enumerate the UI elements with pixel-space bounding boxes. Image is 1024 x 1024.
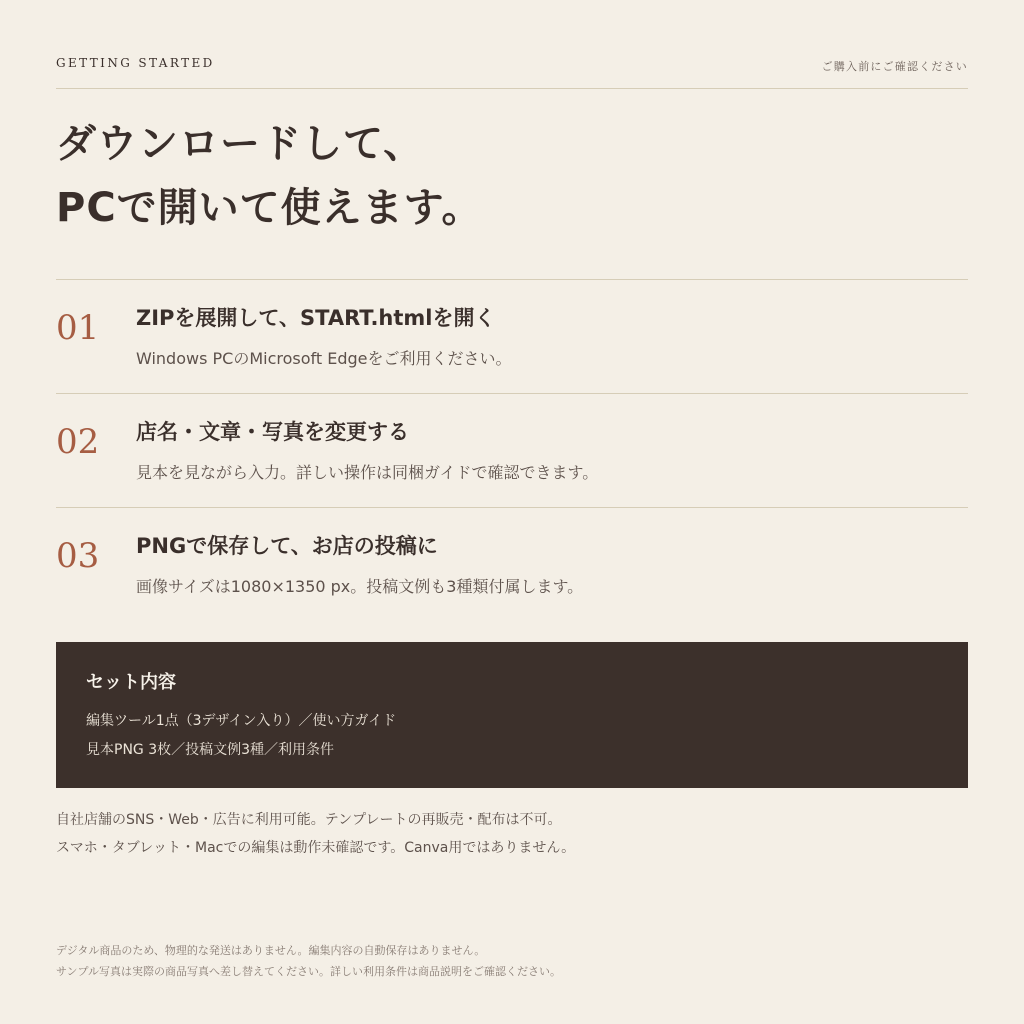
fineprint	[56, 940, 968, 982]
step-description: 見本を見ながら入力。詳しい操作は同梱ガイドで確認できます。	[136, 463, 599, 482]
page-title-line-2: PCで開いて使えます。	[56, 185, 483, 231]
page-title	[56, 112, 968, 240]
usage-note: スマホ・タブレット・Macでの編集は動作未確認です。Canva用ではありません。	[56, 840, 576, 856]
section-eyebrow: GETTING STARTED	[56, 56, 215, 70]
getting-started-page	[56, 0, 968, 1024]
fineprint-line: サンプル写真は実際の商品写真へ差し替えてください。詳しい利用条件は商品説明をご確認ください。	[56, 965, 562, 978]
steps-list	[56, 279, 968, 621]
set-contents-line: 見本PNG 3枚／投稿文例3種／利用条件	[86, 742, 335, 758]
set-contents-box	[56, 642, 968, 788]
step-description: Windows PCのMicrosoft Edgeをご利用ください。	[136, 349, 512, 368]
set-contents-title: セット内容	[86, 672, 176, 693]
usage-note: 自社店舗のSNS・Web・広告に利用可能。テンプレートの再販売・配布は不可。	[56, 812, 562, 828]
step-title: ZIPを展開して、START.htmlを開く	[136, 306, 496, 330]
step-item	[56, 507, 968, 621]
step-title: PNGで保存して、お店の投稿に	[136, 534, 438, 558]
usage-notes	[56, 806, 968, 862]
page-title-line-1: ダウンロードして、	[56, 121, 425, 167]
header-note: ご購入前にご確認ください	[821, 60, 968, 73]
step-item	[56, 393, 968, 507]
step-number: 01	[56, 308, 100, 348]
page-header	[56, 54, 968, 89]
step-number: 03	[56, 536, 100, 576]
step-item	[56, 279, 968, 393]
step-title: 店名・文章・写真を変更する	[136, 420, 409, 444]
step-description: 画像サイズは1080×1350 px。投稿文例も3種類付属します。	[136, 577, 584, 596]
set-contents-line: 編集ツール1点（3デザイン入り）／使い方ガイド	[86, 713, 397, 729]
step-number: 02	[56, 422, 100, 462]
fineprint-line: デジタル商品のため、物理的な発送はありません。編集内容の自動保存はありません。	[56, 944, 486, 957]
